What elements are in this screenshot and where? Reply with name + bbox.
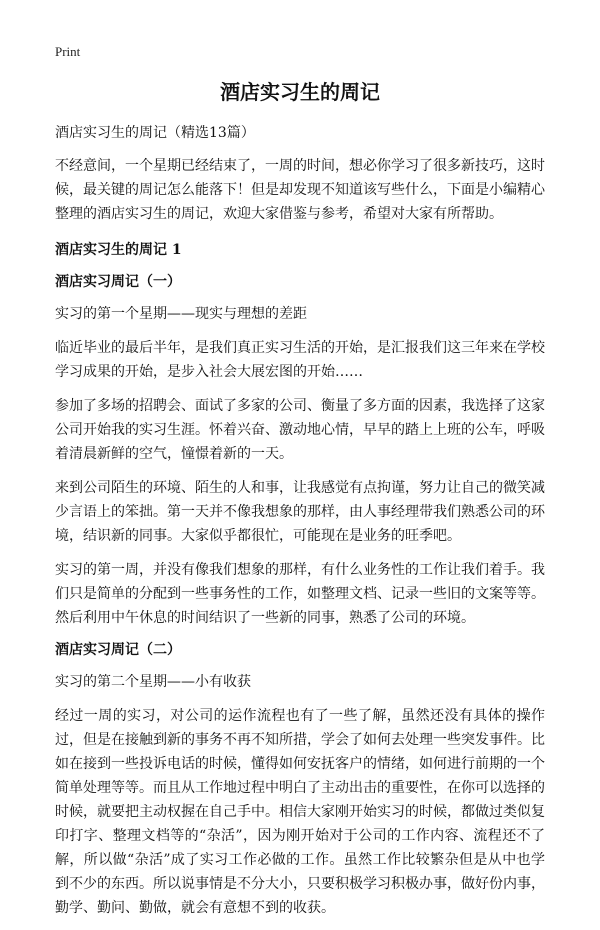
article-subtitle: 酒店实习生的周记（精选13篇） bbox=[55, 125, 255, 141]
section-heading: 酒店实习生的周记 1 bbox=[55, 242, 182, 258]
part1-paragraph-1: 临近毕业的最后半年，是我们真正实习生活的开始，是汇报我们这三年来在学校学习成果的开始，是步入社会大展宏图的开始…… bbox=[55, 340, 545, 380]
part1-paragraph-4: 实习的第一周，并没有像我们想象的那样，有什么业务性的工作让我们着手。我们只是简单的分配到一些事务性的工作，如整理文档、记录一些旧的文案等等。然后利用中午休息的时间结识了一些新的同事，熟悉了公司的环境。 bbox=[55, 562, 545, 626]
part2-paragraph-1: 经过一周的实习，对公司的运作流程也有了一些了解，虽然还没有具体的操作过，但是在接触到新的事务不再不知所措，学会了如何去处理一些突发事件。比如在接到一些投诉电话的时候，懂得如何安抚客户的情绪，如何进行前期的一个简单处理等等。而且从工作地过程中明白了主动出击的重要性，在你可以选择的时候，就要把主动权握在自己手中。相信大家刚开始实习的时候，都做过类似复印打字、整理文档等的“杂活”，因为刚开始对于公司的工作内容、流程还不了解，所以做“杂活”成了实习工作必做的工作。虽然工作比较繁杂但是从中也学到不少的东西。所以说事情是不分大小，只要积极学习积极办事，做好份内事，勤学、勤问、勤做，就会有意想不到的收获。 bbox=[55, 708, 545, 916]
part1-paragraph-2: 参加了多场的招聘会、面试了多家的公司、衡量了多方面的因素，我选择了这家公司开始我的实习生涯。怀着兴奋、激动地心情，早早的踏上上班的公车，呼吸着清晨新鲜的空气，憧憬着新的一天。 bbox=[55, 398, 545, 462]
part2-heading: 酒店实习周记（二） bbox=[55, 642, 181, 658]
part1-heading: 酒店实习周记（一） bbox=[55, 274, 181, 290]
part1-paragraph-3: 来到公司陌生的环境、陌生的人和事，让我感觉有点拘谨，努力让自己的微笑减少言语上的笨拙。第一天并不像我想象的那样，由人事经理带我们熟悉公司的环境，结识新的同事。大家似乎都很忙，可能现在是业务的旺季吧。 bbox=[55, 480, 545, 544]
part2-week-title: 实习的第二个星期——小有收获 bbox=[55, 674, 251, 690]
article bbox=[55, 78, 545, 930]
intro-paragraph: 不经意间，一个星期已经结束了，一周的时间，想必你学习了很多新技巧，这时候，最关键的周记怎么能落下！但是却发现不知道该写些什么，下面是小编精心整理的酒店实习生的周记，欢迎大家借鉴与参考，希望对大家有所帮助。 bbox=[55, 158, 545, 222]
page-title: 酒店实习生的周记 bbox=[220, 80, 380, 104]
print-link[interactable]: Print bbox=[55, 44, 81, 59]
part1-week-title: 实习的第一个星期——现实与理想的差距 bbox=[55, 306, 307, 322]
